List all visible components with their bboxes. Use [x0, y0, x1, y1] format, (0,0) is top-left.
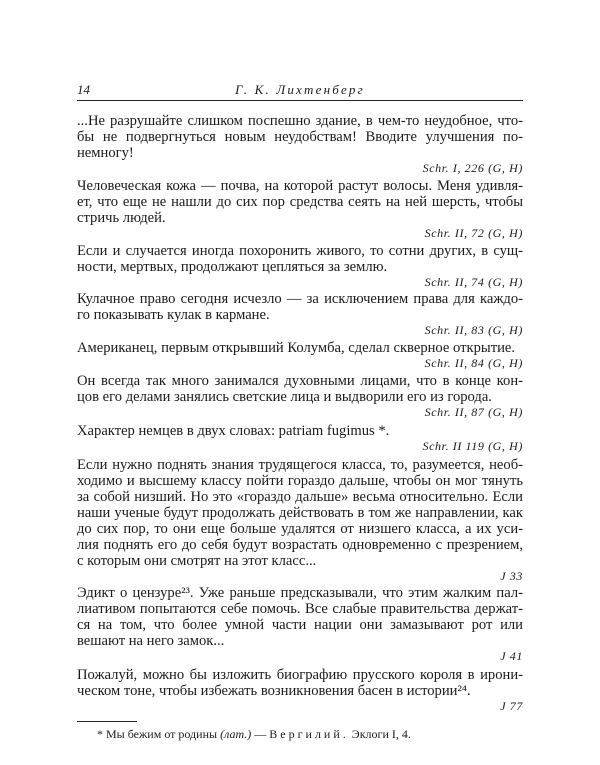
text-line: Он всегда так много занимался духовными лицами, что в конце кон-	[77, 373, 523, 389]
aphorism-paragraph	[77, 457, 523, 584]
aphorism-paragraph	[77, 291, 523, 338]
source-citation: Schr. II, 84 (G, H)	[424, 356, 523, 370]
text-line: лиативом попытаются себе помочь. Все слабые правительства держат-	[77, 601, 523, 617]
text-line: Характер немцев в двух словах: patriam fugimus *.	[77, 423, 390, 439]
text-line: за собой низший. Но это «гораздо дальше» весьма относительно. Если	[77, 489, 523, 505]
source-citation: J 33	[500, 569, 523, 583]
text-line: ческом тоне, чтобы избежать возникновения басен в истории²⁴.	[77, 683, 471, 699]
text-line: ет, что еще не нашли до сих пор средства сеять на ней шерсть, чтобы	[77, 194, 523, 210]
text-line: вешают на него замок...	[77, 633, 225, 649]
text-line: ся на том, что более умной части нации они замазывают рот или	[77, 617, 523, 633]
footnote	[97, 727, 411, 742]
aphorism-paragraph	[77, 178, 523, 241]
footnote-source: Эклоги I, 4.	[351, 727, 411, 741]
aphorism-paragraph	[77, 340, 523, 371]
running-title: Г. К. Лихтенберг	[235, 82, 365, 97]
text-line: цов его делами занялись светские лица и выдворили его из города.	[77, 389, 492, 405]
aphorism-paragraph	[77, 667, 523, 714]
text-line: немногу!	[77, 145, 134, 161]
text-line: Человеческая кожа — почва, на которой растут волосы. Меня удивля-	[77, 178, 523, 194]
text-line: ности, мертвых, продолжают цепляться за землю.	[77, 259, 388, 275]
footnote-lang: (лат.)	[220, 727, 252, 741]
text-line: бы не подвергнуться новым неудобствам! Вводите улучшения по-	[77, 129, 523, 145]
text-line: Если и случается иногда похоронить живого, то сотни других, в сущ-	[77, 243, 523, 259]
footnote-rule	[77, 721, 137, 722]
page-header	[77, 82, 523, 100]
text-line: го показывать кулак в кармане.	[77, 307, 270, 323]
header-rule	[77, 100, 523, 101]
text-line: ...Не разрушайте слишком поспешно здание, в чем-то неудобное, что-	[77, 113, 523, 129]
text-line: Если нужно поднять знания трудящегося класса, то, разумеется, необ-	[77, 457, 523, 473]
source-citation: Schr. II, 72 (G, H)	[424, 226, 523, 240]
source-citation: J 77	[500, 699, 523, 713]
text-line: Американец, первым открывший Колумба, сделал скверное открытие.	[77, 340, 516, 356]
source-citation: Schr. II, 87 (G, H)	[424, 405, 523, 419]
page-number: 14	[77, 82, 90, 97]
footnote-text: Мы бежим от родины	[106, 727, 218, 741]
source-citation: Schr. I, 226 (G, H)	[422, 161, 523, 175]
text-line: лия поднять его до себя будут возрастать одновременно с презрением,	[77, 537, 523, 553]
text-line: с которым они смотрят на этот класс...	[77, 553, 317, 569]
source-citation: Schr. II 119 (G, H)	[422, 439, 523, 453]
text-line: до сих пор, то они еще больше удалятся от низшего класса, а их уси-	[77, 521, 523, 537]
text-line: Эдикт о цензуре²³. Уже раньше предсказывали, что этим жалким пал-	[77, 585, 523, 601]
text-line: Пожалуй, можно бы изложить биографию прусского короля в ирони-	[77, 667, 523, 683]
text-line: ходимо и высшему классу пойти гораздо дальше, чтобы он мог тянуть	[77, 473, 523, 489]
aphorism-paragraph	[77, 585, 523, 664]
aphorism-paragraph	[77, 373, 523, 420]
text-line: Кулачное право сегодня исчезло — за исключением права для каждо-	[77, 291, 523, 307]
footnote-dash: —	[254, 727, 267, 741]
footnote-marker: *	[97, 727, 103, 741]
aphorism-paragraph	[77, 243, 523, 290]
text-line: стричь людей.	[77, 210, 166, 226]
aphorism-paragraph	[77, 423, 523, 454]
source-citation: Schr. II, 83 (G, H)	[424, 323, 523, 337]
aphorism-paragraph	[77, 113, 523, 176]
footnote-author: Вергилий.	[269, 727, 349, 741]
source-citation: J 41	[500, 649, 523, 663]
text-line: наши ученые будут продолжать действовать в том же направлении, как	[77, 505, 523, 521]
source-citation: Schr. II, 74 (G, H)	[424, 275, 523, 289]
